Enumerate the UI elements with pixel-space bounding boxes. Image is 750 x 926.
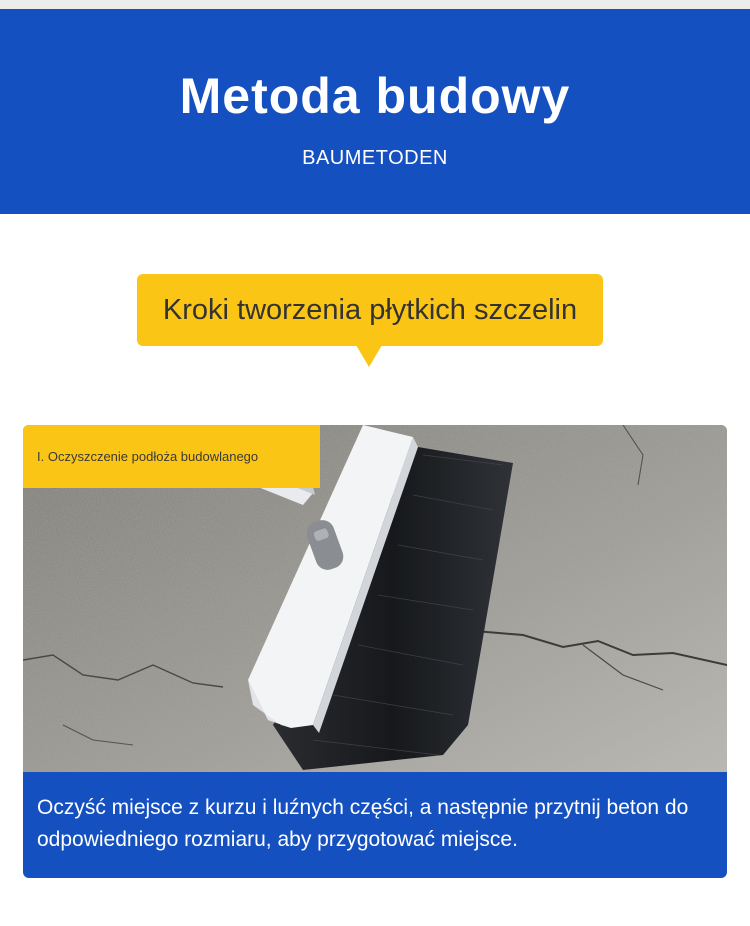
page-title: Metoda budowy: [179, 68, 571, 124]
step-photo: [23, 425, 727, 780]
page-subtitle: BAUMETODEN: [302, 147, 448, 169]
step-description-box: [23, 772, 727, 878]
bubble-pointer: [356, 345, 382, 367]
section-heading: Kroki tworzenia płytkich szczelin: [162, 293, 578, 326]
header-banner: [0, 9, 750, 214]
step-label-tag: [23, 425, 320, 488]
section-heading-bubble: [137, 274, 603, 346]
step-description: Oczyść miejsce z kurzu i luźnych części, a następnie przytnij beton do odpowiedniego rozmiaru, aby przygotować miejsce.: [37, 796, 689, 851]
step-label: I. Oczyszczenie podłoża budowlanego: [37, 449, 259, 464]
top-strip: [0, 0, 750, 9]
